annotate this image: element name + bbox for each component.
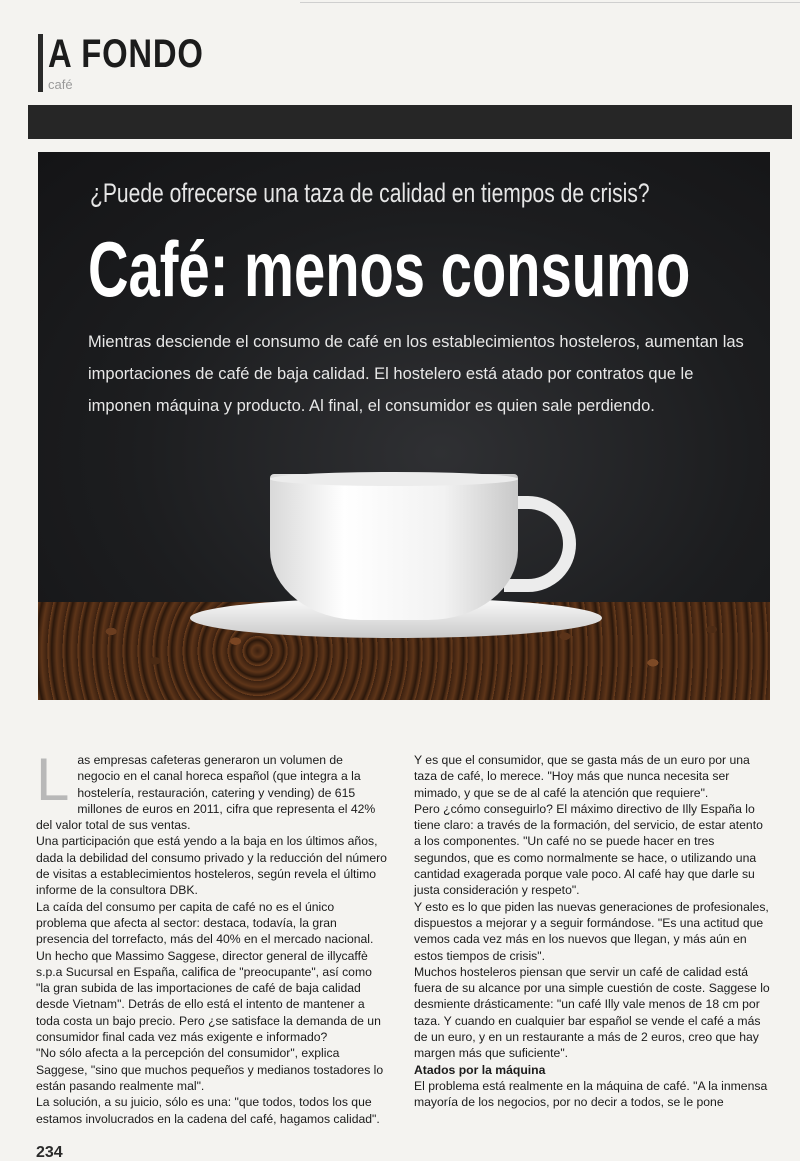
header-band xyxy=(28,105,792,139)
paragraph: La caída del consumo per capita de café no es el único problema que afecta al sector: destaca, todavía, la gran presencia del torrefacto, más del 40% en el mercado nacional. Un hecho que Massimo Saggese, director general de illycaffè s.p.a Sucursal en España, califica de "preocupante", así como "la gran subida de las importaciones de café de baja calidad desde Vietnam". Detrás de ello está el intento de mantener a toda costa un bajo precio. Pero ¿se satisface la demanda de un consumidor final cada vez más exigente e informado? xyxy=(36,899,381,1045)
paragraph: "No sólo afecta a la percepción del consumidor", explica Saggese, "sino que muchos pequeños y medianos tostadores lo están pasando realmente mal". xyxy=(36,1046,384,1093)
section-bar xyxy=(38,34,43,92)
hero-lead: Mientras desciende el consumo de café en los establecimientos hosteleros, aumentan las importaciones de café de baja calidad. El hostelero está atado por contratos que le imponen máquina y producto. Al final, el consumidor es quien sale perdiendo. xyxy=(88,333,744,415)
article-column-right xyxy=(414,752,770,1111)
paragraph: Una participación que está yendo a la baja en los últimos años, dada la debilidad del consumo privado y la reducción del número de visitas a establecimientos hosteleros, según revela el último informe de la consultora DBK. xyxy=(36,834,387,898)
paragraph: El problema está realmente en la máquina de café. "A la inmensa mayoría de los negocios, por no decir a todos, se le pone xyxy=(414,1078,768,1110)
coffee-cup xyxy=(270,474,518,620)
section-header xyxy=(38,30,288,92)
drop-cap: L xyxy=(36,746,70,813)
cup-rim xyxy=(270,472,518,486)
paragraph: La solución, a su juicio, sólo es una: "que todos, todos los que estamos involucrados en la cadena del café, hagamos calidad". xyxy=(36,1095,380,1126)
section-subtitle: café xyxy=(48,77,73,92)
paragraph: Muchos hosteleros piensan que servir un café de calidad está fuera de su alcance por una simple cuestión de coste. Saggese lo desmiente drásticamente: "un café Illy vale menos de 18 cm por taza. Y cuando en cualquier bar español se vende el café a más de un euro, y en un restaurante a más de 2 euros, creo que hay margen más que suficiente". xyxy=(414,964,770,1061)
section-title: A FONDO xyxy=(48,32,204,76)
paragraph: Pero ¿cómo conseguirlo? El máximo directivo de Illy España lo tiene claro: a través de la formación, del servicio, de estar atento a los componentes. "Un café no se puede hacer en tres segundos, que es como normalmente se hace, o utilizando una cantidad exagerada porque vale poco. Al café hay que darle su justa consideración y respeto". xyxy=(414,801,763,898)
paragraph: Y es que el consumidor, que se gasta más de un euro por una taza de café, lo merece. "Hoy más que nunca necesita ser mimado, y que se de al café la atención que requiere". xyxy=(414,753,750,800)
article-column-left xyxy=(36,746,388,1127)
top-rule xyxy=(300,2,800,3)
paragraph: Y esto es lo que piden las nuevas generaciones de profesionales, dispuestos a mejorar y a seguir formándose. "Es una actitud que vemos cada vez más en los nuevos que llegan, y más aún en estos tiempos de crisis". xyxy=(414,899,769,963)
page-number: 234 xyxy=(36,1144,63,1161)
hero-kicker: ¿Puede ofrecerse una taza de calidad en tiempos de crisis? xyxy=(90,178,650,208)
subheading: Atados por la máquina xyxy=(414,1062,546,1077)
paragraph-text: as empresas cafeteras generaron un volumen de negocio en el canal horeca español (que integra a la hostelería, restauración, catering y vending) de 615 millones de euros en 2011, cifra que representa el 42% del valor total de sus ventas. xyxy=(36,753,376,833)
hero-headline: Café: menos consumo xyxy=(88,225,691,313)
hero-image xyxy=(38,152,770,700)
paragraph xyxy=(36,746,388,833)
